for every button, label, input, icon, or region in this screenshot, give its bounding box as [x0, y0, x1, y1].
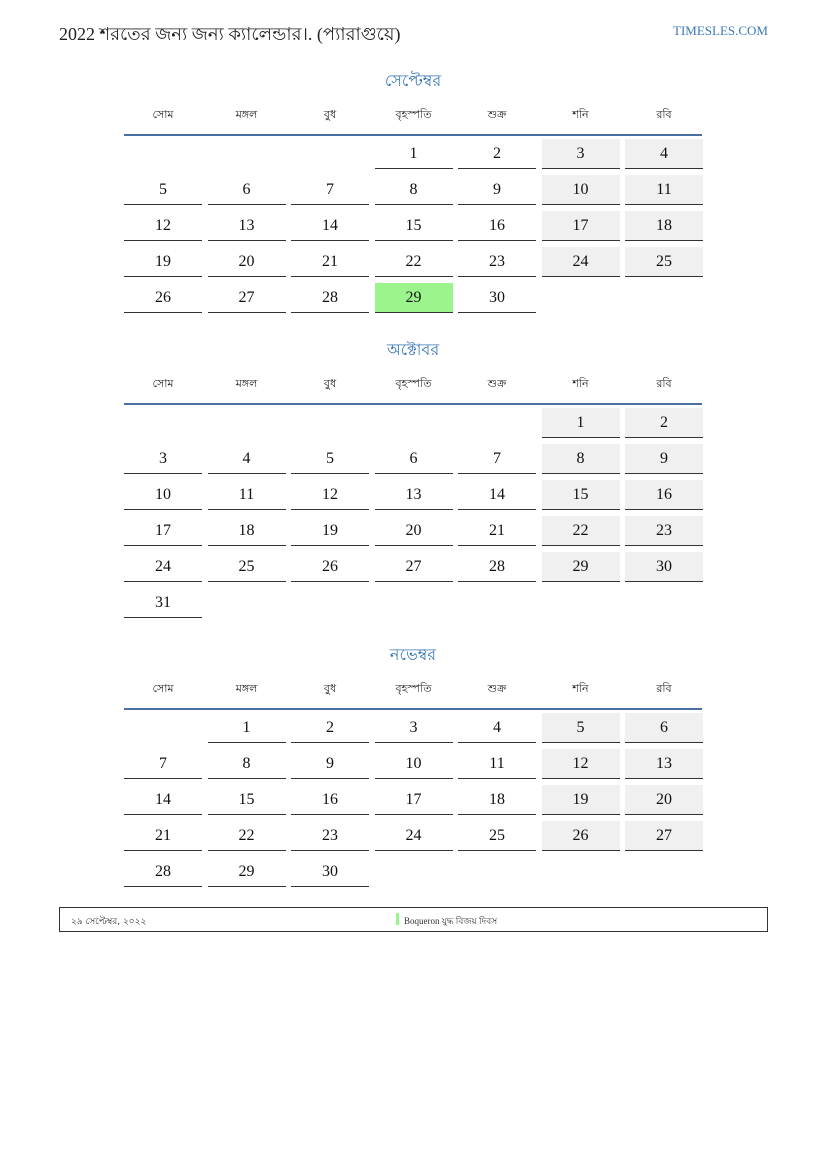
day-cell: 30	[625, 552, 703, 582]
weekday-label: সোম	[152, 377, 174, 390]
day-cell: 19	[542, 785, 620, 815]
month-title: সেপ্টেম্বর	[384, 73, 442, 90]
day-cell: 15	[375, 211, 453, 241]
day-cell: 11	[208, 480, 286, 510]
day-cell: 25	[208, 552, 286, 582]
page-header	[59, 18, 768, 46]
day-cell: 20	[625, 785, 703, 815]
day-cell: 25	[625, 247, 703, 277]
day-cell: 3	[124, 444, 202, 474]
site-link[interactable]: TIMESLES.COM	[673, 23, 768, 38]
day-cell: 24	[375, 821, 453, 851]
day-cell: 13	[208, 211, 286, 241]
day-cell: 10	[124, 480, 202, 510]
month-title: নভেম্বর	[389, 647, 437, 664]
day-cell: 26	[124, 283, 202, 313]
day-cell: 21	[291, 247, 369, 277]
day-cell: 15	[208, 785, 286, 815]
day-cell: 16	[291, 785, 369, 815]
day-cell: 12	[542, 749, 620, 779]
day-cell: 13	[625, 749, 703, 779]
day-cell: 22	[208, 821, 286, 851]
day-cell: 2	[625, 408, 703, 438]
holiday-list	[59, 907, 768, 932]
day-cell: 28	[124, 857, 202, 887]
day-cell: 17	[124, 516, 202, 546]
day-cell: 16	[458, 211, 536, 241]
day-cell: 14	[124, 785, 202, 815]
weekday-header	[124, 98, 702, 136]
day-cell: 25	[458, 821, 536, 851]
weekday-label: সোম	[152, 108, 174, 121]
weekday-label: বুধ	[323, 108, 337, 121]
day-cell: 2	[458, 139, 536, 169]
day-cell: 4	[625, 139, 703, 169]
day-cell: 4	[208, 444, 286, 474]
day-cell: 8	[542, 444, 620, 474]
weekday-label: শুক্র	[487, 377, 507, 390]
day-cell: 5	[124, 175, 202, 205]
day-cell: 9	[625, 444, 703, 474]
day-cell: 21	[458, 516, 536, 546]
weekday-label: সোম	[152, 682, 174, 695]
holiday-name: Boqueron যুদ্ধ বিজয় দিবস	[404, 916, 498, 926]
day-cell: 19	[291, 516, 369, 546]
day-cell: 23	[458, 247, 536, 277]
holiday-date: ২৯ সেপ্টেম্বর, ২০২২	[71, 917, 147, 927]
day-cell: 1	[208, 713, 286, 743]
day-cell: 10	[542, 175, 620, 205]
month-november	[124, 646, 702, 880]
day-cell: 24	[542, 247, 620, 277]
day-cell: 27	[208, 283, 286, 313]
day-cell: 7	[458, 444, 536, 474]
day-cell: 29	[208, 857, 286, 887]
day-cell: 5	[542, 713, 620, 743]
day-cell: 27	[375, 552, 453, 582]
month-september	[124, 72, 702, 306]
page-title: 2022 শরতের জন্য জন্য ক্যালেন্ডার।. (প্যারাগুয়ে)	[59, 24, 401, 44]
day-cell: 30	[458, 283, 536, 313]
day-cell: 14	[458, 480, 536, 510]
day-cell: 24	[124, 552, 202, 582]
weekday-label: শুক্র	[487, 682, 507, 695]
day-cell: 9	[458, 175, 536, 205]
day-cell: 15	[542, 480, 620, 510]
day-cell: 17	[375, 785, 453, 815]
weekday-label: শনি	[572, 108, 589, 121]
weekday-label: রবি	[656, 108, 672, 121]
day-cell: 6	[375, 444, 453, 474]
day-cell: 3	[542, 139, 620, 169]
weekday-label: মঙ্গল	[235, 108, 258, 121]
day-cell: 5	[291, 444, 369, 474]
day-cell: 2	[291, 713, 369, 743]
day-cell: 22	[542, 516, 620, 546]
day-cell: 13	[375, 480, 453, 510]
day-cell: 7	[291, 175, 369, 205]
day-cell: 12	[124, 211, 202, 241]
day-cell: 11	[458, 749, 536, 779]
weekday-label: বুধ	[323, 377, 337, 390]
day-cell: 1	[542, 408, 620, 438]
day-cell: 8	[375, 175, 453, 205]
weekday-label: মঙ্গল	[235, 682, 258, 695]
day-cell: 11	[625, 175, 703, 205]
weekday-label: বৃহস্পতি	[395, 377, 432, 390]
day-cell: 4	[458, 713, 536, 743]
day-cell: 10	[375, 749, 453, 779]
day-cell: 18	[625, 211, 703, 241]
weekday-header	[124, 672, 702, 710]
day-cell: 18	[208, 516, 286, 546]
weekday-label: শনি	[572, 682, 589, 695]
day-cell: 31	[124, 588, 202, 618]
day-cell: 14	[291, 211, 369, 241]
day-cell: 7	[124, 749, 202, 779]
day-cell: 1	[375, 139, 453, 169]
day-cell: 19	[124, 247, 202, 277]
weekday-label: রবি	[656, 682, 672, 695]
day-cell: 20	[208, 247, 286, 277]
day-cell: 12	[291, 480, 369, 510]
month-title: অক্টোবর	[386, 342, 440, 359]
day-cell: 17	[542, 211, 620, 241]
day-cell: 6	[208, 175, 286, 205]
day-cell: 23	[625, 516, 703, 546]
day-cell: 30	[291, 857, 369, 887]
day-cell: 27	[625, 821, 703, 851]
day-cell: 23	[291, 821, 369, 851]
day-cell: 18	[458, 785, 536, 815]
day-cell: 6	[625, 713, 703, 743]
weekday-label: রবি	[656, 377, 672, 390]
weekday-label: মঙ্গল	[235, 377, 258, 390]
weekday-label: বৃহস্পতি	[395, 108, 432, 121]
day-cell: 26	[291, 552, 369, 582]
day-cell: 28	[458, 552, 536, 582]
weekday-label: শুক্র	[487, 108, 507, 121]
weekday-label: বৃহস্পতি	[395, 682, 432, 695]
day-cell: 29	[542, 552, 620, 582]
day-cell: 21	[124, 821, 202, 851]
day-cell: 22	[375, 247, 453, 277]
holiday-day-cell: 29	[375, 283, 453, 313]
day-cell: 20	[375, 516, 453, 546]
weekday-header	[124, 367, 702, 405]
day-cell: 3	[375, 713, 453, 743]
day-cell: 26	[542, 821, 620, 851]
weekday-label: শনি	[572, 377, 589, 390]
day-cell: 28	[291, 283, 369, 313]
holiday-color-marker	[396, 913, 399, 925]
day-cell: 8	[208, 749, 286, 779]
day-cell: 9	[291, 749, 369, 779]
month-october	[124, 341, 702, 611]
weekday-label: বুধ	[323, 682, 337, 695]
day-cell: 16	[625, 480, 703, 510]
